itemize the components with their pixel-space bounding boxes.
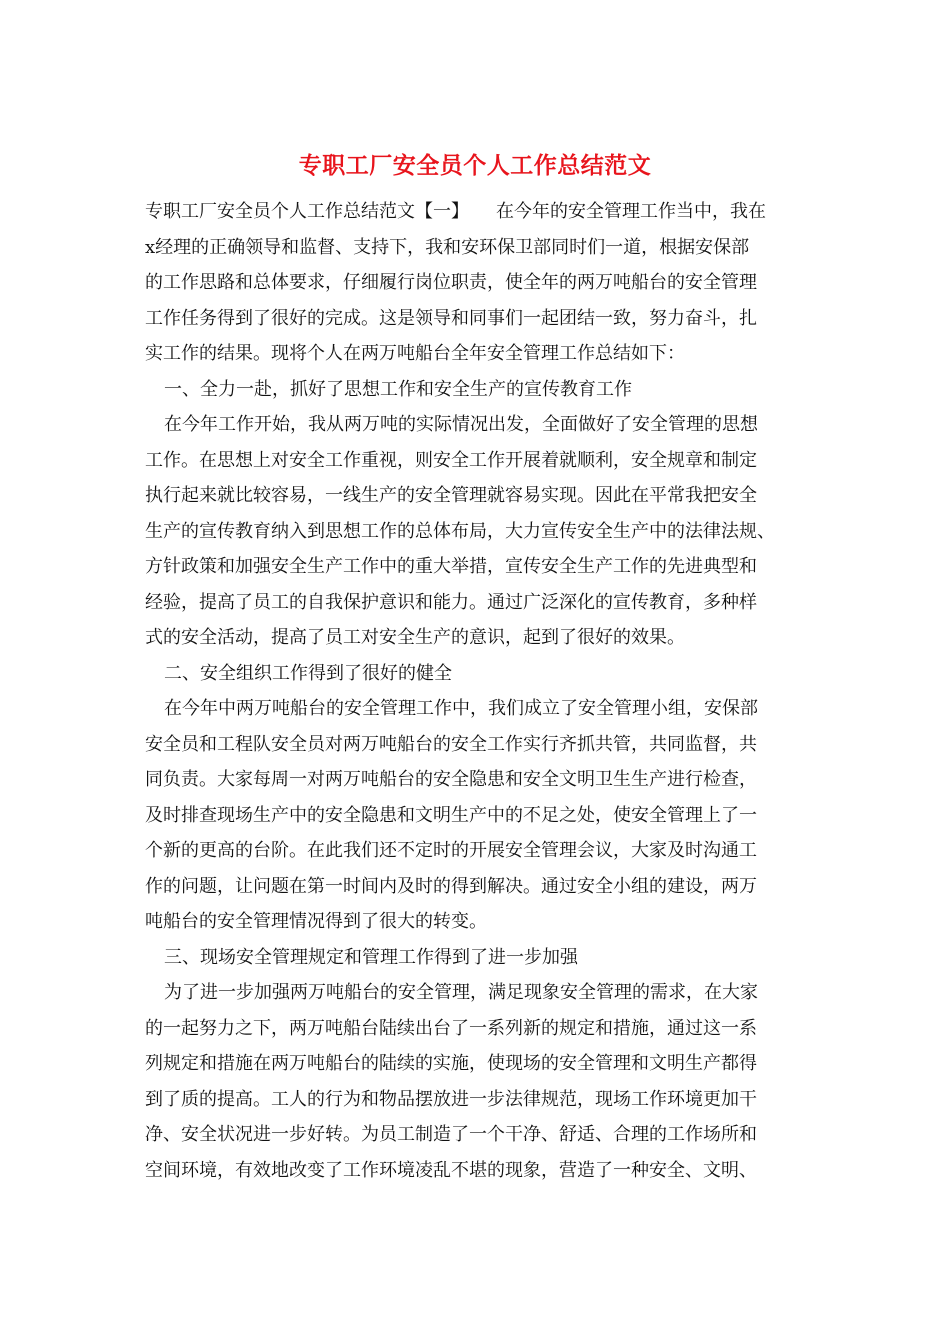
document-line: 工作任务得到了很好的完成。这是领导和同事们一起团结一致，努力奋斗，扎	[145, 307, 757, 329]
document-line: 经验，提高了员工的自我保护意识和能力。通过广泛深化的宣传教育，多种样	[145, 591, 757, 613]
document-line: 为了进一步加强两万吨船台的安全管理，满足现象安全管理的需求，在大家	[164, 982, 758, 1003]
document-title: 专职工厂安全员个人工作总结范文	[298, 152, 652, 179]
document-line: 方针政策和加强安全生产工作中的重大举措，宣传安全生产工作的先进典型和	[145, 556, 757, 577]
document-line: 在今年中两万吨船台的安全管理工作中，我们成立了安全管理小组，安保部	[164, 698, 758, 719]
document-line: 的工作思路和总体要求，仔细履行岗位职责，使全年的两万吨船台的安全管理	[145, 272, 757, 293]
document-line: 的一起努力之下，两万吨船台陆续出台了一系列新的规定和措施，通过这一系	[145, 1017, 757, 1039]
document-line: 吨船台的安全管理情况得到了很大的转变。	[145, 911, 487, 932]
document-line: 安全员和工程队安全员对两万吨船台的安全工作实行齐抓共管，共同监督，共	[145, 733, 757, 755]
document-line: 三、现场安全管理规定和管理工作得到了进一步加强	[164, 946, 578, 968]
document-line: 净、安全状况进一步好转。为员工制造了一个干净、舒适、合理的工作场所和	[145, 1124, 757, 1145]
document-line: 同负责。大家每周一对两万吨船台的安全隐患和安全文明卫生生产进行检查，	[145, 769, 757, 790]
document-line: 式的安全活动，提高了员工对安全生产的意识，起到了很好的效果。	[145, 627, 685, 648]
document-line: 及时排查现场生产中的安全隐患和文明生产中的不足之处，使安全管理上了一	[145, 804, 757, 826]
document-line: 到了质的提高。工人的行为和物品摆放进一步法律规范，现场工作环境更加干	[145, 1088, 757, 1110]
document-line: 专职工厂安全员个人工作总结范文【一】 在今年的安全管理工作当中，我在	[145, 201, 766, 222]
document-line: 空间环境，有效地改变了工作环境凌乱不堪的现象，营造了一种安全、文明、	[145, 1159, 757, 1181]
document-line: 在今年工作开始，我从两万吨的实际情况出发，全面做好了安全管理的思想	[164, 414, 758, 435]
document-line: 实工作的结果。现将个人在两万吨船台全年安全管理工作总结如下：	[145, 343, 685, 364]
document-line: 生产的宣传教育纳入到思想工作的总体布局，大力宣传安全生产中的法律法规、	[145, 520, 775, 542]
document-line: 工作。在思想上对安全工作重视，则安全工作开展着就顺利，安全规章和制定	[145, 449, 757, 471]
document-body	[145, 194, 810, 1188]
document-line: 作的问题，让问题在第一时间内及时的得到解决。通过安全小组的建设，两万	[145, 875, 757, 897]
document-line: 二、安全组织工作得到了很好的健全	[164, 662, 452, 684]
document-line: 一、全力一赴，抓好了思想工作和安全生产的宣传教育工作	[164, 378, 632, 400]
document-line: x经理的正确领导和监督、支持下，我和安环保卫部同时们一道，根据安保部	[145, 236, 750, 258]
document-line: 列规定和措施在两万吨船台的陆续的实施，使现场的安全管理和文明生产都得	[145, 1053, 757, 1074]
document-line: 个新的更高的台阶。在此我们还不定时的开展安全管理会议，大家及时沟通工	[145, 840, 757, 861]
document-line: 执行起来就比较容易，一线生产的安全管理就容易实现。因此在平常我把安全	[145, 485, 757, 506]
